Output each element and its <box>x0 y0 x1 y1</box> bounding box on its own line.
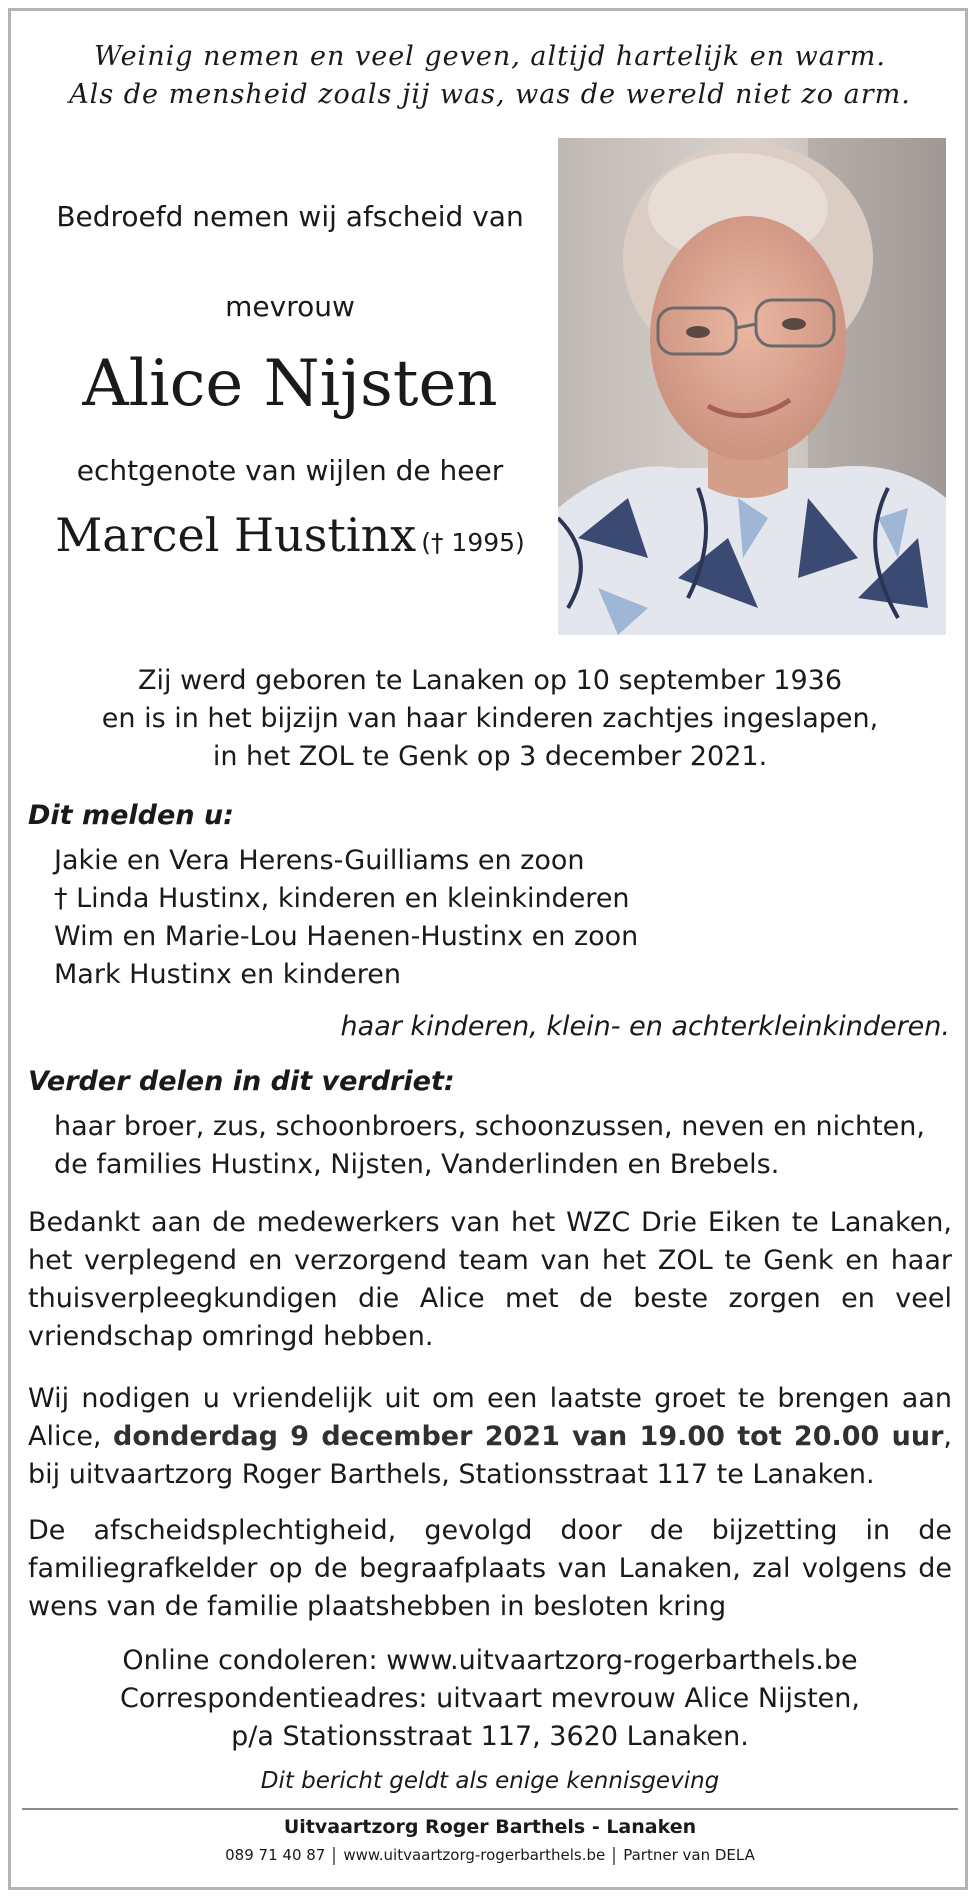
family-member: Wim en Marie-Lou Haenen-Hustinx en zoon <box>54 921 639 952</box>
birth-line-1: Zij werd geboren te Lanaken op 10 september 1936 <box>138 665 842 696</box>
thanks-paragraph: Bedankt aan de medewerkers van het WZC Drie Eiken te Lanaken, het verplegend en verzorgend team van het ZOL te Genk en haar thuisverpleegkundigen die Alice met de beste zorgen en veel vriendschap omringd hebben. <box>28 1207 952 1352</box>
invite-paragraph <box>28 1380 952 1494</box>
family-member: Jakie en Vera Herens-Guilliams en zoon <box>54 845 585 876</box>
deceased-name: Alice Nijsten <box>82 347 498 421</box>
invite-text-2: , bij uitvaartzorg Roger Barthels, Stationsstraat 117 te Lanaken. <box>28 1421 952 1490</box>
family-summary: haar kinderen, klein- en achterkleinkinderen. <box>340 1011 950 1042</box>
announce-text: Bedroefd nemen wij afscheid van <box>56 200 524 233</box>
birth-line-2: en is in het bijzijn van haar kinderen zachtjes ingeslapen, <box>101 703 879 734</box>
visitation-datetime: donderdag 9 december 2021 van 19.00 tot 20.00 uur <box>113 1421 944 1452</box>
footer-divider <box>22 1808 958 1810</box>
footer-contact <box>30 1846 950 1865</box>
footer-website: www.uitvaartzorg-rogerbarthels.be <box>343 1846 606 1864</box>
spouse-intro: echtgenote van wijlen de heer <box>76 454 504 487</box>
salutation: mevrouw <box>225 290 355 323</box>
invite-text-1: Wij nodigen u vriendelijk uit om een laatste groet te brengen aan Alice, <box>28 1383 952 1452</box>
spouse-name: Marcel Hustinx <box>55 508 417 562</box>
separator <box>333 1847 335 1865</box>
notice-text: Dit bericht geldt als enige kennisgeving <box>260 1768 720 1794</box>
spouse-line <box>30 508 550 562</box>
portrait-photo <box>558 138 946 635</box>
birth-line-3: in het ZOL te Genk op 3 december 2021. <box>212 741 768 772</box>
online-condolence: Online condoleren: www.uitvaartzorg-rogerbarthels.be <box>122 1645 858 1676</box>
others-heading: Verder delen in dit verdriet: <box>28 1066 455 1097</box>
others-line-2: de families Hustinx, Nijsten, Vanderlinden en Brebels. <box>54 1149 780 1180</box>
ceremony-paragraph: De afscheidsplechtigheid, gevolgd door de bijzetting in de familiegrafkelder op de begraafplaats van Lanaken, zal volgens de wens van de familie plaatshebben in besloten kring <box>28 1515 952 1622</box>
separator <box>613 1847 615 1865</box>
funeral-home-name: Uitvaartzorg Roger Barthels - Lanaken <box>283 1816 697 1838</box>
footer-phone: 089 71 40 87 <box>225 1846 326 1864</box>
poem-line-2: Als de mensheid zoals jij was, was de wereld niet zo arm. <box>69 79 911 110</box>
spouse-death-year: († 1995) <box>421 528 525 557</box>
address-line-1: Correspondentieadres: uitvaart mevrouw Alice Nijsten, <box>120 1683 860 1714</box>
others-line-1: haar broer, zus, schoonbroers, schoonzussen, neven en nichten, <box>54 1111 925 1142</box>
family-member: † Linda Hustinx, kinderen en kleinkinderen <box>54 883 630 914</box>
address-line-2: p/a Stationsstraat 117, 3620 Lanaken. <box>231 1721 749 1752</box>
footer-partner: Partner van DELA <box>623 1846 755 1864</box>
poem-line-1: Weinig nemen en veel geven, altijd hartelijk en warm. <box>94 41 886 72</box>
family-heading: Dit melden u: <box>28 800 234 831</box>
family-member: Mark Hustinx en kinderen <box>54 959 401 990</box>
